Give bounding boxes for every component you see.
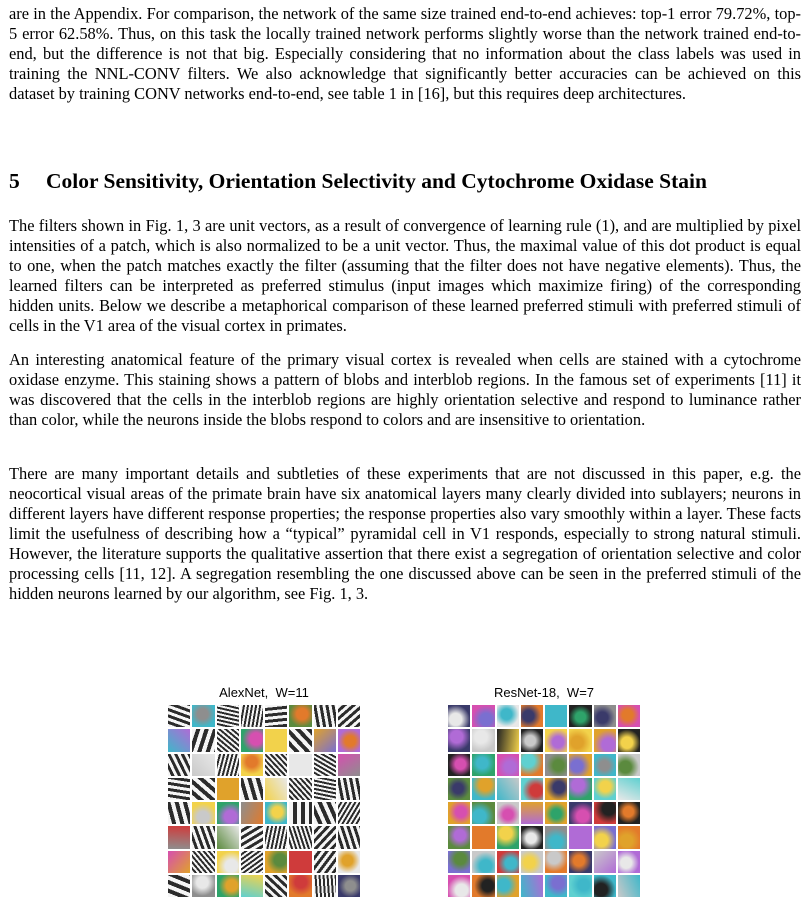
filter-tile [448,729,470,751]
filter-tile [241,826,263,848]
filter-tile [497,754,519,776]
filter-tile [497,875,519,897]
resnet-figure-label: ResNet-18, W=7 [493,685,595,700]
filter-tile [521,778,543,800]
filter-tile [289,875,311,897]
filter-tile [569,705,591,727]
filter-tile [265,851,287,873]
filter-tile [545,826,567,848]
filter-tile [217,705,239,727]
filter-tile [594,826,616,848]
filter-tile [217,729,239,751]
filter-tile [241,851,263,873]
filter-tile [168,754,190,776]
filter-tile [289,705,311,727]
filter-tile [338,802,360,824]
alexnet-filter-grid [168,705,360,897]
filter-tile [168,875,190,897]
filter-tile [241,705,263,727]
filter-tile [192,802,214,824]
filter-tile [168,826,190,848]
filter-tile [545,778,567,800]
filter-tile [545,875,567,897]
filter-tile [265,705,287,727]
resnet-filter-grid [448,705,640,897]
filter-tile [314,778,336,800]
filter-tile [168,729,190,751]
body-paragraph-2: An interesting anatomical feature of the primary visual cortex is revealed when cells are stained with a cytochrome oxidase enzyme. This staining shows a pattern of blobs and interblob regions. In the famous set of experiments [11] it was discovered that the cells in the interblob regions are highly orientation selective and respond to luminance rather than color, while the neurons inside the blobs respond to colors and are insensitive to orientation. [9,350,801,429]
filter-tile [545,754,567,776]
filter-tile [168,778,190,800]
filter-tile [192,705,214,727]
filter-tile [448,802,470,824]
filter-tile [521,754,543,776]
filter-tile [545,851,567,873]
filter-tile [497,851,519,873]
filter-tile [448,826,470,848]
filter-tile [448,778,470,800]
filter-tile [569,729,591,751]
section-number: 5 [9,169,20,193]
filter-tile [241,875,263,897]
filter-tile [289,802,311,824]
filter-tile [338,705,360,727]
filter-tile [289,754,311,776]
filter-tile [265,875,287,897]
filter-tile [497,705,519,727]
filter-tile [192,754,214,776]
filter-tile [472,705,494,727]
filter-tile [314,851,336,873]
filter-tile [618,851,640,873]
filter-tile [569,875,591,897]
filter-tile [192,875,214,897]
filter-tile [569,778,591,800]
section-title: Color Sensitivity, Orientation Selectivity and Cytochrome Oxidase Stain [46,169,707,193]
filter-tile [241,754,263,776]
filter-tile [314,705,336,727]
filter-tile [265,754,287,776]
filter-tile [545,705,567,727]
filter-tile [618,778,640,800]
filter-tile [472,851,494,873]
filter-tile [241,729,263,751]
filter-tile [217,875,239,897]
filter-tile [217,754,239,776]
intro-paragraph: are in the Appendix. For comparison, the network of the same size trained end-to-end achieves: top-1 error 79.72%, top-5 error 62.58%. Thus, on this task the locally trained network performs slightly worse than the network trained end-to-end, but the difference is not that big. Especially considering that no information about the class labels was used in training the NNL-CONV filters. We also acknowledge that significantly better accuracies can be achieved on this dataset by training CONV networks end-to-end, see table 1 in [16], but this requires deep architectures. [9,4,801,103]
filter-tile [521,729,543,751]
filter-tile [497,826,519,848]
filter-tile [521,826,543,848]
filter-tile [241,802,263,824]
filter-tile [618,875,640,897]
filter-tile [521,875,543,897]
filter-tile [289,729,311,751]
filter-tile [338,778,360,800]
filter-tile [472,754,494,776]
filter-tile [192,851,214,873]
filter-tile [569,754,591,776]
filter-tile [594,754,616,776]
filter-tile [497,778,519,800]
filter-tile [217,802,239,824]
filter-tile [618,802,640,824]
filter-tile [497,729,519,751]
filter-tile [241,778,263,800]
filter-tile [192,778,214,800]
filter-tile [569,826,591,848]
filter-tile [338,754,360,776]
body-paragraph-1: The filters shown in Fig. 1, 3 are unit vectors, as a result of convergence of learning rule (1), and are multiplied by pixel intensities of a patch, which is also normalized to be a unit vector. Thus, the maximal value of this dot product is equal to one, when the patch matches exactly the filter (assuming that the filter does not have negative elements). Thus, the learned filters can be interpreted as preferred stimulus (input images which maximize firing) of the corresponding hidden units. Below we describe a metaphorical comparison of these learned preferred stimuli with preferred stimuli of cells in the V1 area of the visual cortex in primates. [9,216,801,335]
filter-tile [289,826,311,848]
filter-tile [168,802,190,824]
filter-tile [497,802,519,824]
filter-tile [545,729,567,751]
filter-tile [314,826,336,848]
filter-tile [265,826,287,848]
filter-tile [594,778,616,800]
filter-tile [168,851,190,873]
filter-tile [521,705,543,727]
filter-tile [594,729,616,751]
filter-tile [545,802,567,824]
filter-tile [618,705,640,727]
body-paragraph-3: There are many important details and subtleties of these experiments that are not discussed in this paper, e.g. the neocortical visual areas of the primate brain have six anatomical layers many clearly divided into sublayers; neurons in different layers have different response properties; the response properties also vary smoothly within a layer. These facts limit the usefulness of describing how a “typical” pyramidal cell in V1 responds, especially to strong natural stimuli. However, the literature supports the qualitative assertion that there exist a segregation of orientation selective and color processing cells [11, 12]. A segregation resembling the one discussed above can be seen in the preferred stimuli of the hidden neurons learned by our algorithm, see Fig. 1, 3. [9,464,801,603]
filter-tile [472,875,494,897]
filter-tile [168,705,190,727]
filter-tile [314,875,336,897]
filter-tile [618,754,640,776]
filter-tile [472,826,494,848]
filter-tile [594,851,616,873]
alexnet-figure-label: AlexNet, W=11 [219,685,309,700]
filter-tile [448,875,470,897]
filter-tile [521,851,543,873]
filter-tile [289,851,311,873]
filter-tile [314,754,336,776]
filter-tile [569,851,591,873]
filter-tile [338,826,360,848]
filter-tile [594,875,616,897]
filter-tile [217,778,239,800]
filter-tile [338,851,360,873]
filter-tile [265,778,287,800]
filter-tile [618,826,640,848]
filter-tile [217,826,239,848]
filter-tile [472,729,494,751]
filter-tile [594,705,616,727]
filter-tile [472,778,494,800]
filter-tile [569,802,591,824]
filter-tile [265,802,287,824]
filter-tile [448,754,470,776]
filter-tile [618,729,640,751]
filter-tile [192,729,214,751]
filter-tile [594,802,616,824]
filter-tile [448,705,470,727]
filter-tile [448,851,470,873]
filter-tile [314,802,336,824]
filter-tile [265,729,287,751]
filter-tile [289,778,311,800]
section-heading [9,168,801,194]
filter-tile [338,729,360,751]
filter-tile [217,851,239,873]
filter-tile [338,875,360,897]
filter-tile [472,802,494,824]
filter-tile [192,826,214,848]
filter-tile [314,729,336,751]
filter-tile [521,802,543,824]
